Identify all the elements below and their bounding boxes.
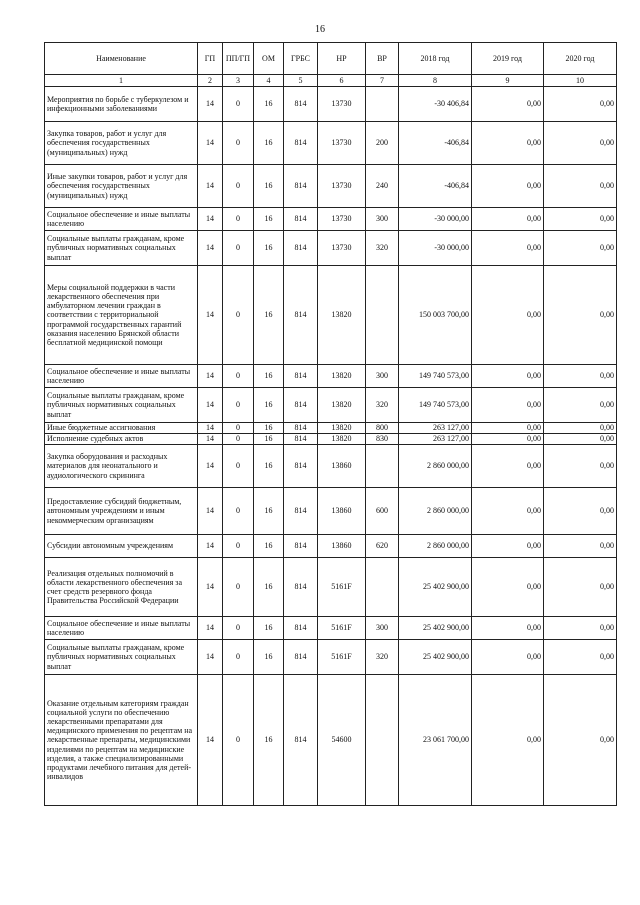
- col-header-nr: НР: [318, 43, 366, 75]
- col-number: 4: [254, 75, 284, 87]
- cell-2020: 0,00: [544, 488, 617, 535]
- cell-vr: 300: [366, 365, 399, 388]
- cell-2018: 263 127,00: [399, 423, 472, 434]
- row-name: Социальное обеспечение и иные выплаты населению: [45, 365, 198, 388]
- cell-2020: 0,00: [544, 535, 617, 558]
- cell-om: 16: [254, 122, 284, 165]
- cell-ppgp: 0: [223, 266, 254, 365]
- cell-nr: 13820: [318, 434, 366, 445]
- cell-2020: 0,00: [544, 122, 617, 165]
- cell-2020: 0,00: [544, 231, 617, 266]
- row-name: Предоставление субсидий бюджетным, автономным учреждениям и иным некоммерческим организациям: [45, 488, 198, 535]
- cell-gp: 14: [198, 365, 223, 388]
- cell-ppgp: 0: [223, 365, 254, 388]
- cell-2018: -30 000,00: [399, 231, 472, 266]
- cell-2019: 0,00: [472, 122, 544, 165]
- cell-om: 16: [254, 365, 284, 388]
- table-row: [45, 208, 617, 231]
- cell-grbs: 814: [284, 617, 318, 640]
- cell-ppgp: 0: [223, 675, 254, 806]
- cell-vr: 300: [366, 208, 399, 231]
- cell-2018: -406,84: [399, 122, 472, 165]
- col-header-ppgp: ПП/ГП: [223, 43, 254, 75]
- col-number: 2: [198, 75, 223, 87]
- cell-2018: 2 860 000,00: [399, 445, 472, 488]
- cell-om: 16: [254, 617, 284, 640]
- cell-vr: 620: [366, 535, 399, 558]
- cell-2018: -30 000,00: [399, 208, 472, 231]
- cell-gp: 14: [198, 122, 223, 165]
- table-row: [45, 617, 617, 640]
- col-header-gp: ГП: [198, 43, 223, 75]
- cell-vr: [366, 87, 399, 122]
- row-name: Социальные выплаты гражданам, кроме публичных нормативных социальных выплат: [45, 231, 198, 266]
- row-name: Иные бюджетные ассигнования: [45, 423, 198, 434]
- cell-gp: 14: [198, 675, 223, 806]
- col-header-vr: ВР: [366, 43, 399, 75]
- row-name: Закупка товаров, работ и услуг для обеспечения государственных (муниципальных) нужд: [45, 122, 198, 165]
- cell-gp: 14: [198, 617, 223, 640]
- cell-2019: 0,00: [472, 617, 544, 640]
- column-number-row: [45, 75, 617, 87]
- cell-2020: 0,00: [544, 208, 617, 231]
- cell-nr: 13860: [318, 445, 366, 488]
- cell-ppgp: 0: [223, 558, 254, 617]
- row-name: Исполнение судебных актов: [45, 434, 198, 445]
- cell-gp: 14: [198, 640, 223, 675]
- col-number: 10: [544, 75, 617, 87]
- cell-om: 16: [254, 434, 284, 445]
- cell-nr: 5161F: [318, 558, 366, 617]
- row-name: Субсидии автономным учреждениям: [45, 535, 198, 558]
- budget-table: [44, 42, 617, 806]
- cell-nr: 13730: [318, 231, 366, 266]
- cell-vr: 240: [366, 165, 399, 208]
- col-header-2020: 2020 год: [544, 43, 617, 75]
- cell-2018: 2 860 000,00: [399, 535, 472, 558]
- cell-2018: 149 740 573,00: [399, 388, 472, 423]
- row-name: Социальное обеспечение и иные выплаты населению: [45, 208, 198, 231]
- cell-gp: 14: [198, 423, 223, 434]
- cell-2020: 0,00: [544, 87, 617, 122]
- cell-2019: 0,00: [472, 535, 544, 558]
- cell-vr: [366, 445, 399, 488]
- col-number: 7: [366, 75, 399, 87]
- cell-2019: 0,00: [472, 488, 544, 535]
- cell-2019: 0,00: [472, 208, 544, 231]
- cell-om: 16: [254, 208, 284, 231]
- cell-vr: 320: [366, 640, 399, 675]
- cell-ppgp: 0: [223, 640, 254, 675]
- cell-2018: 25 402 900,00: [399, 558, 472, 617]
- cell-ppgp: 0: [223, 434, 254, 445]
- cell-gp: 14: [198, 165, 223, 208]
- cell-2020: 0,00: [544, 388, 617, 423]
- col-number: 5: [284, 75, 318, 87]
- table-row: [45, 122, 617, 165]
- cell-nr: 13730: [318, 208, 366, 231]
- cell-nr: 5161F: [318, 617, 366, 640]
- cell-vr: 830: [366, 434, 399, 445]
- cell-om: 16: [254, 675, 284, 806]
- cell-2020: 0,00: [544, 434, 617, 445]
- cell-ppgp: 0: [223, 122, 254, 165]
- cell-ppgp: 0: [223, 535, 254, 558]
- cell-nr: 13730: [318, 165, 366, 208]
- cell-om: 16: [254, 388, 284, 423]
- cell-grbs: 814: [284, 675, 318, 806]
- cell-grbs: 814: [284, 87, 318, 122]
- cell-grbs: 814: [284, 445, 318, 488]
- row-name: Социальные выплаты гражданам, кроме публичных нормативных социальных выплат: [45, 640, 198, 675]
- cell-vr: 800: [366, 423, 399, 434]
- cell-vr: [366, 558, 399, 617]
- table-row: [45, 365, 617, 388]
- cell-nr: 13730: [318, 87, 366, 122]
- cell-grbs: 814: [284, 266, 318, 365]
- cell-gp: 14: [198, 445, 223, 488]
- table-row: [45, 423, 617, 434]
- cell-ppgp: 0: [223, 617, 254, 640]
- cell-2018: -30 406,84: [399, 87, 472, 122]
- cell-grbs: 814: [284, 488, 318, 535]
- cell-om: 16: [254, 535, 284, 558]
- cell-2020: 0,00: [544, 165, 617, 208]
- cell-om: 16: [254, 488, 284, 535]
- table-row: [45, 165, 617, 208]
- cell-gp: 14: [198, 208, 223, 231]
- cell-2018: 2 860 000,00: [399, 488, 472, 535]
- cell-grbs: 814: [284, 365, 318, 388]
- cell-grbs: 814: [284, 558, 318, 617]
- cell-2020: 0,00: [544, 423, 617, 434]
- cell-2020: 0,00: [544, 640, 617, 675]
- cell-nr: 13820: [318, 388, 366, 423]
- col-number: 8: [399, 75, 472, 87]
- cell-gp: 14: [198, 434, 223, 445]
- cell-2018: 23 061 700,00: [399, 675, 472, 806]
- cell-nr: 13730: [318, 122, 366, 165]
- row-name: Меры социальной поддержки в части лекарственного обеспечения при амбулаторном лечении граждан в соответствии с территориальной программой государственных гарантий оказания населению Брянской области бесплатной медицинской помощи: [45, 266, 198, 365]
- cell-om: 16: [254, 165, 284, 208]
- row-name: Оказание отдельным категориям граждан социальной услуги по обеспечению лекарственными препаратами для медицинского применения по рецептам на лекарственные препараты, медицинскими изделиями по рецептам на медицинские изделия, а также специализированными продуктами лечебного питания для детей-инвалидов: [45, 675, 198, 806]
- cell-gp: 14: [198, 266, 223, 365]
- cell-ppgp: 0: [223, 488, 254, 535]
- table-row: [45, 266, 617, 365]
- cell-2020: 0,00: [544, 266, 617, 365]
- cell-grbs: 814: [284, 122, 318, 165]
- cell-2019: 0,00: [472, 675, 544, 806]
- cell-nr: 5161F: [318, 640, 366, 675]
- cell-ppgp: 0: [223, 231, 254, 266]
- cell-vr: 200: [366, 122, 399, 165]
- table-row: [45, 640, 617, 675]
- cell-gp: 14: [198, 388, 223, 423]
- cell-vr: 320: [366, 388, 399, 423]
- page-number: 16: [315, 24, 325, 35]
- cell-om: 16: [254, 558, 284, 617]
- cell-grbs: 814: [284, 535, 318, 558]
- cell-ppgp: 0: [223, 445, 254, 488]
- cell-vr: 300: [366, 617, 399, 640]
- cell-vr: [366, 266, 399, 365]
- cell-2019: 0,00: [472, 365, 544, 388]
- cell-2018: 263 127,00: [399, 434, 472, 445]
- row-name: Иные закупки товаров, работ и услуг для обеспечения государственных (муниципальных) нужд: [45, 165, 198, 208]
- cell-2019: 0,00: [472, 165, 544, 208]
- cell-2019: 0,00: [472, 87, 544, 122]
- cell-nr: 54600: [318, 675, 366, 806]
- cell-om: 16: [254, 445, 284, 488]
- cell-grbs: 814: [284, 388, 318, 423]
- col-number: 1: [45, 75, 198, 87]
- row-name: Закупка оборудования и расходных материалов для неонатального и аудиологического скрининга: [45, 445, 198, 488]
- table-row: [45, 445, 617, 488]
- cell-2018: 25 402 900,00: [399, 640, 472, 675]
- header-row: [45, 43, 617, 75]
- cell-om: 16: [254, 640, 284, 675]
- cell-om: 16: [254, 231, 284, 266]
- cell-om: 16: [254, 423, 284, 434]
- cell-ppgp: 0: [223, 87, 254, 122]
- cell-grbs: 814: [284, 640, 318, 675]
- cell-gp: 14: [198, 488, 223, 535]
- cell-grbs: 814: [284, 165, 318, 208]
- table-row: [45, 231, 617, 266]
- cell-2018: 150 003 700,00: [399, 266, 472, 365]
- row-name: Социальные выплаты гражданам, кроме публичных нормативных социальных выплат: [45, 388, 198, 423]
- cell-2019: 0,00: [472, 434, 544, 445]
- table-row: [45, 388, 617, 423]
- table-row: [45, 675, 617, 806]
- table-row: [45, 488, 617, 535]
- col-header-2019: 2019 год: [472, 43, 544, 75]
- cell-2019: 0,00: [472, 445, 544, 488]
- col-header-2018: 2018 год: [399, 43, 472, 75]
- cell-2019: 0,00: [472, 231, 544, 266]
- cell-2018: 25 402 900,00: [399, 617, 472, 640]
- cell-2019: 0,00: [472, 266, 544, 365]
- row-name: Мероприятия по борьбе с туберкулезом и инфекционными заболеваниями: [45, 87, 198, 122]
- col-number: 9: [472, 75, 544, 87]
- cell-ppgp: 0: [223, 208, 254, 231]
- cell-vr: 320: [366, 231, 399, 266]
- cell-om: 16: [254, 266, 284, 365]
- cell-ppgp: 0: [223, 165, 254, 208]
- cell-ppgp: 0: [223, 388, 254, 423]
- cell-nr: 13860: [318, 535, 366, 558]
- cell-2020: 0,00: [544, 675, 617, 806]
- table-row: [45, 87, 617, 122]
- cell-2020: 0,00: [544, 617, 617, 640]
- cell-grbs: 814: [284, 423, 318, 434]
- cell-grbs: 814: [284, 208, 318, 231]
- cell-nr: 13820: [318, 365, 366, 388]
- row-name: Реализация отдельных полномочий в области лекарственного обеспечения за счет средств резервного фонда Правительства Российской Федерации: [45, 558, 198, 617]
- cell-2018: 149 740 573,00: [399, 365, 472, 388]
- cell-om: 16: [254, 87, 284, 122]
- cell-2019: 0,00: [472, 388, 544, 423]
- cell-2019: 0,00: [472, 640, 544, 675]
- cell-ppgp: 0: [223, 423, 254, 434]
- cell-vr: [366, 675, 399, 806]
- col-header-grbs: ГРБС: [284, 43, 318, 75]
- col-number: 3: [223, 75, 254, 87]
- cell-2020: 0,00: [544, 558, 617, 617]
- cell-grbs: 814: [284, 231, 318, 266]
- table-row: [45, 434, 617, 445]
- cell-grbs: 814: [284, 434, 318, 445]
- cell-nr: 13820: [318, 266, 366, 365]
- cell-nr: 13820: [318, 423, 366, 434]
- cell-2020: 0,00: [544, 445, 617, 488]
- table-row: [45, 535, 617, 558]
- cell-gp: 14: [198, 231, 223, 266]
- cell-gp: 14: [198, 87, 223, 122]
- cell-gp: 14: [198, 558, 223, 617]
- cell-gp: 14: [198, 535, 223, 558]
- col-number: 6: [318, 75, 366, 87]
- cell-2018: -406,84: [399, 165, 472, 208]
- cell-2020: 0,00: [544, 365, 617, 388]
- cell-vr: 600: [366, 488, 399, 535]
- table-row: [45, 558, 617, 617]
- cell-2019: 0,00: [472, 423, 544, 434]
- cell-nr: 13860: [318, 488, 366, 535]
- col-header-om: ОМ: [254, 43, 284, 75]
- cell-2019: 0,00: [472, 558, 544, 617]
- row-name: Социальное обеспечение и иные выплаты населению: [45, 617, 198, 640]
- col-header-name: Наименование: [45, 43, 198, 75]
